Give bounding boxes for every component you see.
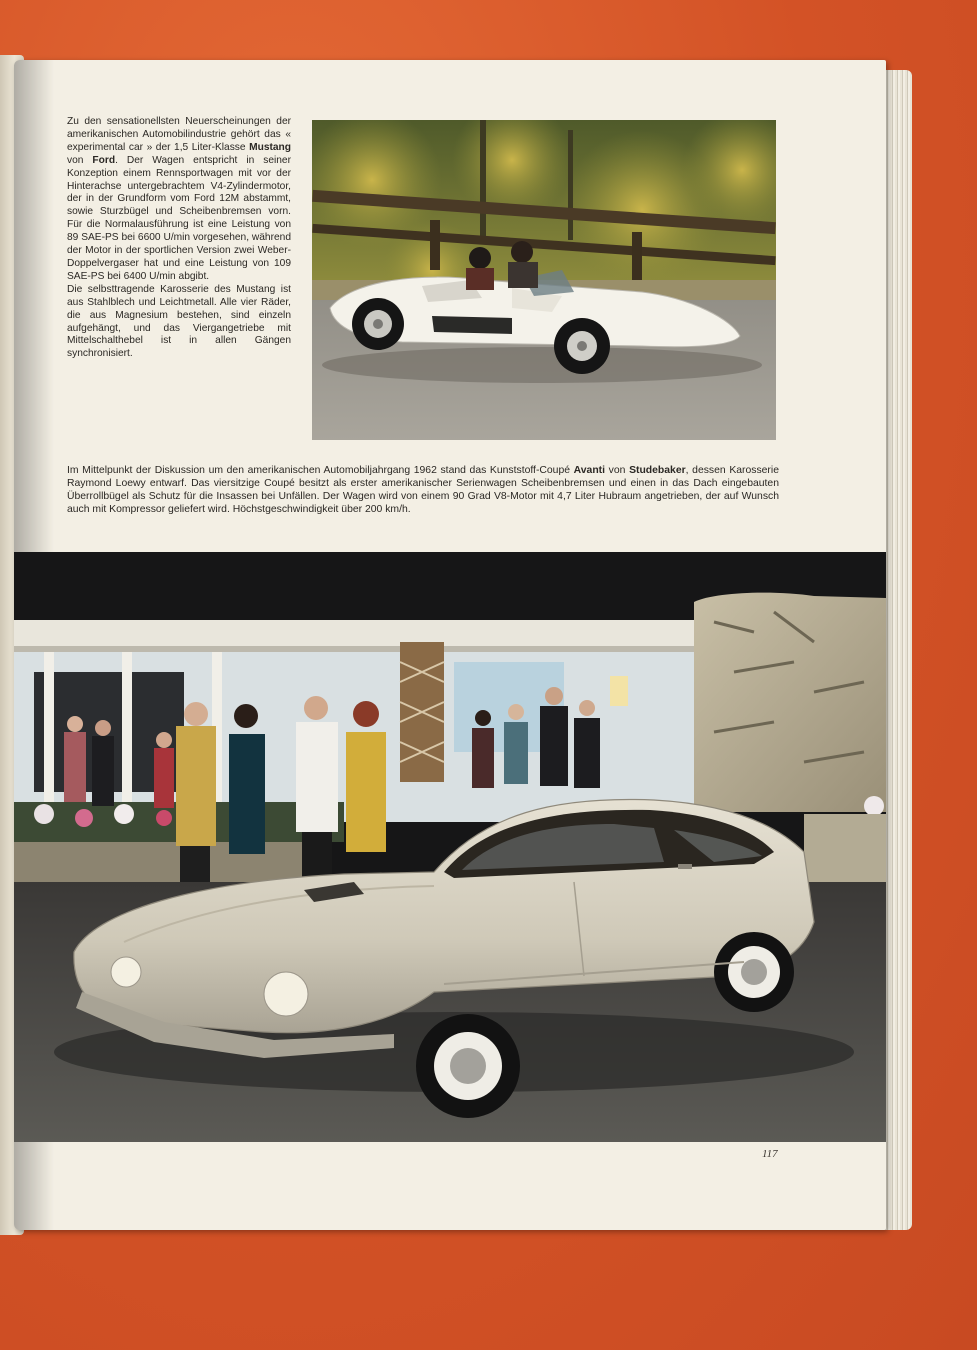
avanti-bold: Avanti <box>573 465 606 476</box>
text-run: Zu den sensationellsten Neuerscheinungen der amerikanischen Automobilindustrie gehört das « experimental car » der 1,5 Liter-Klasse <box>67 116 291 153</box>
avanti-photo <box>14 552 886 1142</box>
text-run: von <box>605 465 630 476</box>
mustang-body-paragraph: Die selbsttragende Karosserie des Mustang ist aus Stahlblech und Leichtmetall. Alle vier Räder, die aus Magnesium bestehen, sind einzeln aufgehängt, und das Viergangetriebe mit Mittelschalthebel ist in allen Gängen synchronisiert. <box>67 283 291 360</box>
text-run: Im Mittelpunkt der Diskussion um den amerikanischen Automobiljahrgang 1962 stand das Kunststoff-Coupé <box>67 465 574 476</box>
studebaker-bold: Studebaker <box>629 465 686 476</box>
text-run: . Der Wagen entspricht in seiner Konzeption einem Rennsportwagen mit vor der Hinterachse untergebrachtem V4-Zylindermotor, der in der Grundform vom Ford 12M abstammt, sowie Sturzbügel und Scheibenbremsen vorn. Für die Normalausführung ist eine Leistung von 89 SAE-PS bei 6600 U/min vorgesehen, während der Motor in der sportlichen Version zwei Weber-Doppelvergaser hat und eine Leistung von 109 SAE-PS bei 6400 U/min abgibt. <box>67 154 291 282</box>
mustang-description <box>67 116 291 361</box>
text-run: , dessen Karosserie Raymond Loewy entwarf. Das viersitzige Coupé besitzt als erster amerikanischer Serienwagen Scheibenbremsen und einen in das Dach eingebauten Überrollbügel als Schutz für die Insassen bei Unfällen. Der Wagen wird von einem 90 Grad V8-Motor mit 4,7 Liter Hubraum angetrieben, der auf Wunsch auch mit Kompressor geliefert wird. Höchstgeschwindigkeit über 200 km/h. <box>67 465 779 516</box>
text-run: von <box>67 154 93 166</box>
page-number: 117 <box>762 1148 778 1160</box>
mustang-photo <box>312 120 776 440</box>
ford-bold: Ford <box>92 154 116 166</box>
avanti-caption <box>67 464 779 516</box>
mustang-bold: Mustang <box>249 141 291 153</box>
book-page <box>14 60 886 1230</box>
